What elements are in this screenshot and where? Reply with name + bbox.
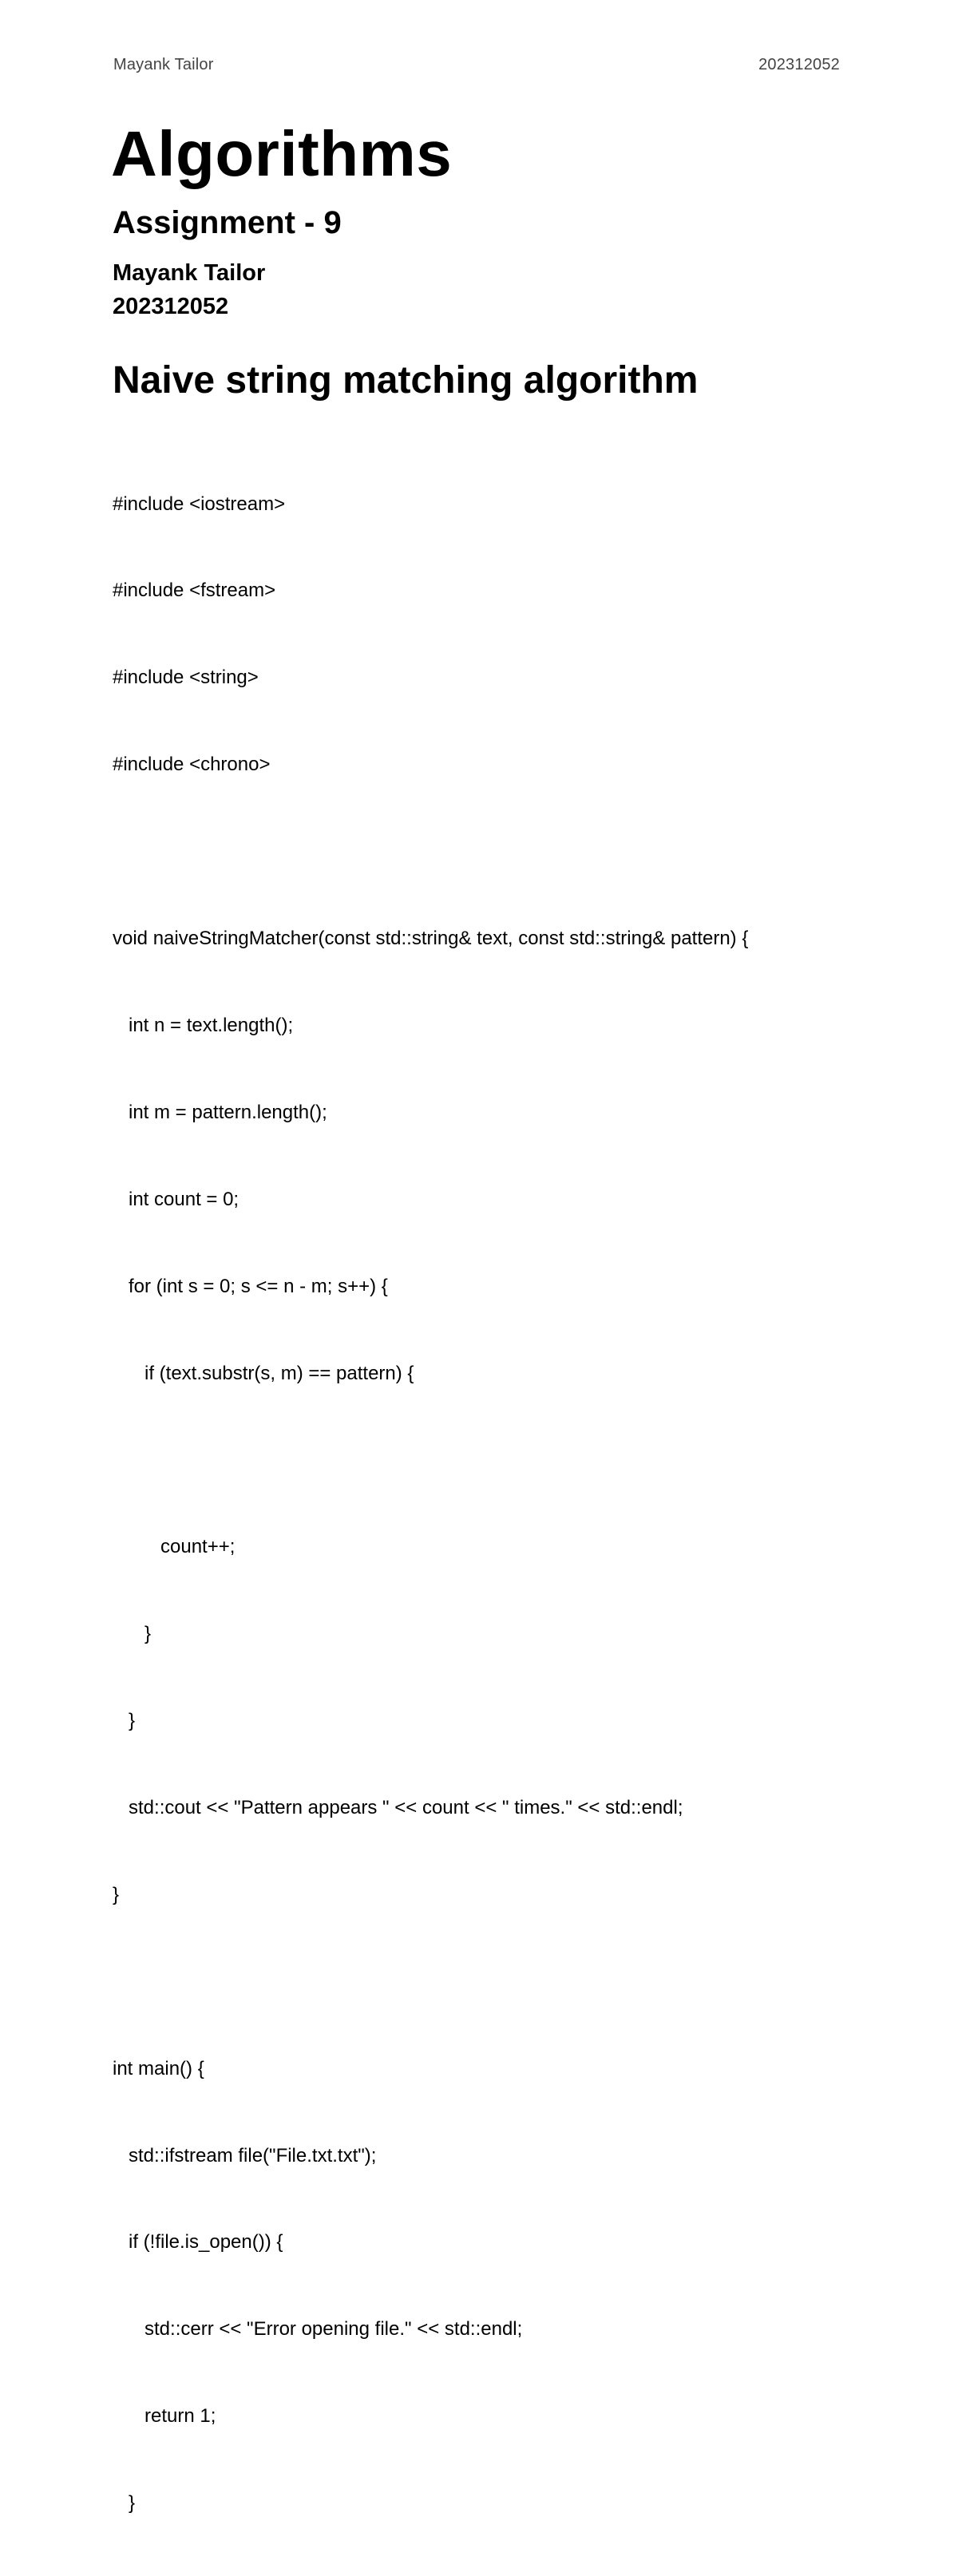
code-line: std::cout << "Pattern appears " << count << " times." << std::endl; bbox=[113, 1796, 683, 1818]
author-name: Mayank Tailor bbox=[113, 260, 266, 286]
code-line: std::cerr << "Error opening file." << std::endl; bbox=[113, 2318, 523, 2341]
code-line: if (text.substr(s, m) == pattern) { bbox=[113, 1362, 414, 1384]
code-line: if (!file.is_open()) { bbox=[113, 2231, 283, 2254]
code-line: int n = text.length(); bbox=[113, 1014, 294, 1036]
code-line: } bbox=[113, 1710, 136, 1732]
code-line: return 1; bbox=[113, 2405, 216, 2428]
header-author: Mayank Tailor bbox=[113, 56, 214, 73]
code-line: int count = 0; bbox=[113, 1188, 240, 1210]
author-id: 202312052 bbox=[113, 294, 229, 319]
code-line: int m = pattern.length(); bbox=[113, 1101, 327, 1123]
code-line: #include <chrono> bbox=[113, 754, 271, 776]
code-line bbox=[113, 837, 911, 866]
code-line: for (int s = 0; s <= n - m; s++) { bbox=[113, 1275, 388, 1297]
code-line: } bbox=[113, 2492, 136, 2515]
code-line: std::ifstream file("File.txt.txt"); bbox=[113, 2144, 377, 2166]
code-line: #include <string> bbox=[113, 667, 259, 689]
code-line bbox=[113, 1968, 911, 1996]
section-heading: Naive string matching algorithm bbox=[113, 359, 699, 402]
code-line: count++; bbox=[113, 1536, 236, 1558]
code-line: #include <iostream> bbox=[113, 493, 286, 515]
code-line: } bbox=[113, 1623, 152, 1645]
document-subtitle: Assignment - 9 bbox=[113, 205, 342, 240]
code-line bbox=[113, 1446, 911, 1474]
code-line: int main() { bbox=[113, 2057, 204, 2079]
header-student-id: 202312052 bbox=[758, 56, 840, 73]
code-line: #include <fstream> bbox=[113, 580, 276, 602]
code-line: } bbox=[113, 1883, 120, 1905]
document-title: Algorithms bbox=[111, 118, 453, 189]
code-block bbox=[113, 432, 911, 2576]
code-line: void naiveStringMatcher(const std::string& text, const std::string& pattern) { bbox=[113, 928, 749, 950]
